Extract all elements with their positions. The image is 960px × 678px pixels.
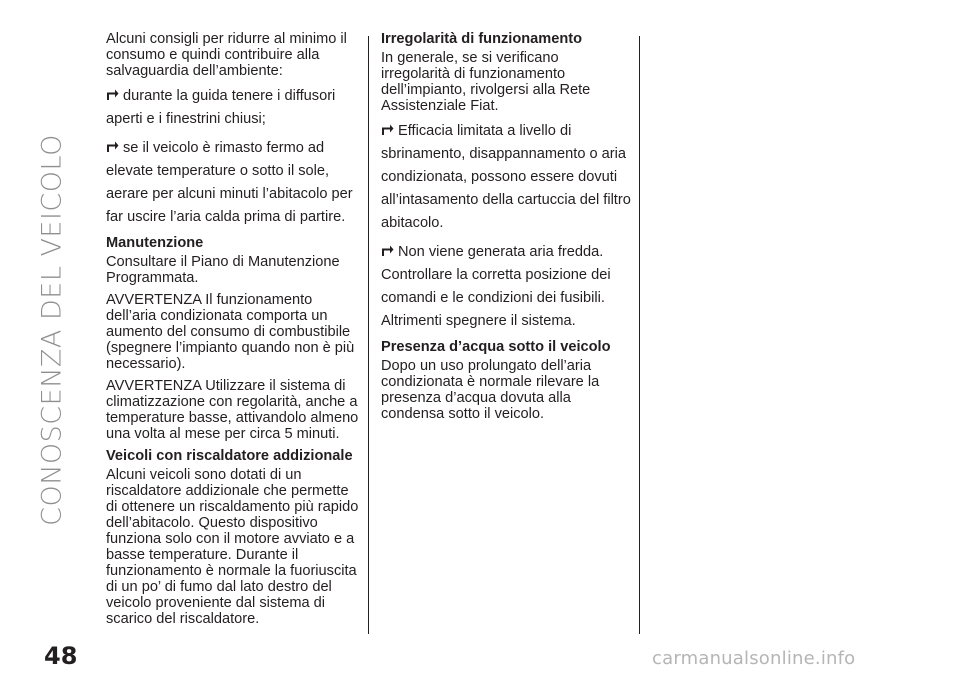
- warning-paragraph: AVVERTENZA Il funzionamento dell’aria condizionata comporta un aumento del consumo di combustibile (spegnere l’impianto quando non è più necessario).: [106, 292, 355, 372]
- heater-paragraph: Alcuni veicoli sono dotati di un riscaldatore addizionale che permette di ottenere un riscaldamento più rapido dell’abitacolo. Questo dispositivo funziona solo con il motore avviato e a basse temperature. Durante il funzionamento è normale la fuoriuscita di un po’ di fumo dal lato destro del veicolo proveniente dal sistema di scarico del riscaldatore.: [106, 467, 359, 627]
- bullet-text: Non viene generata aria fredda. Controllare la corretta posizione dei comandi e le condizioni dei fusibili. Altrimenti spegnere il sistema.: [381, 244, 611, 329]
- warning-paragraph: AVVERTENZA Utilizzare il sistema di climatizzazione con regolarità, anche a temperature basse, attivandolo almeno una volta al mese per circa 5 minuti.: [106, 378, 359, 442]
- bullet-arrow-icon: [106, 89, 119, 100]
- bullet-item: [381, 120, 631, 235]
- bullet-arrow-icon: [381, 124, 394, 135]
- water-heading: Presenza d’acqua sotto il veicolo: [381, 339, 611, 355]
- left-column: [106, 31, 361, 633]
- bullet-arrow-icon: [106, 141, 119, 152]
- intro-paragraph: Alcuni consigli per ridurre al minimo il consumo e quindi contribuire alla salvaguardia dell’ambiente:: [106, 31, 347, 79]
- column-divider-left: [368, 36, 369, 634]
- heater-heading: Veicoli con riscaldatore addizionale: [106, 448, 353, 464]
- page-number: 48: [44, 642, 78, 670]
- maintenance-heading: Manutenzione: [106, 235, 204, 251]
- irregularities-paragraph: In generale, se si verificano irregolarità di funzionamento dell’impianto, rivolgersi alla Rete Assistenziale Fiat.: [381, 50, 591, 114]
- bullet-item: [106, 85, 361, 131]
- bullet-arrow-icon: [381, 245, 394, 256]
- bullet-text: se il veicolo è rimasto fermo ad elevate temperature o sotto il sole, aerare per alcuni minuti l’abitacolo per far uscire l’aria calda prima di partire.: [106, 140, 353, 225]
- water-paragraph: Dopo un uso prolungato dell’aria condizionata è normale rilevare la presenza d’acqua dovuta alla condensa sotto il veicolo.: [381, 358, 600, 422]
- bullet-item: [381, 241, 631, 333]
- maintenance-paragraph: Consultare il Piano di Manutenzione Programmata.: [106, 254, 340, 286]
- bullet-text: Efficacia limitata a livello di sbrinamento, disappannamento o aria condizionata, possono essere dovuti all’intasamento della cartuccia del filtro abitacolo.: [381, 123, 631, 231]
- bullet-item: [106, 137, 361, 229]
- section-title-text: CONOSCENZA DEL VEICOLO: [36, 134, 68, 526]
- column-divider-right: [639, 36, 640, 634]
- watermark-link[interactable]: carmanualsonline.info: [652, 648, 856, 669]
- irregularities-heading: Irregolarità di funzionamento: [381, 31, 583, 47]
- right-column: [381, 31, 631, 428]
- bullet-text: durante la guida tenere i diffusori aperti e i finestrini chiusi;: [106, 88, 336, 127]
